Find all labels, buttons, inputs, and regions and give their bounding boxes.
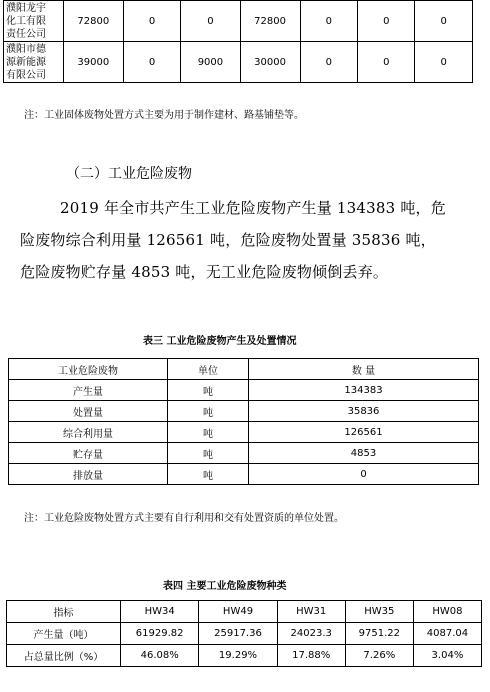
table-cell: 126561 (249, 422, 479, 443)
column-header: HW34 (121, 601, 199, 623)
table-cell: 吨 (168, 401, 249, 422)
table-row (9, 401, 479, 422)
table-cell: 24023.3 (277, 623, 345, 645)
table-cell: 19.29% (199, 645, 277, 667)
column-header: 指标 (7, 601, 121, 623)
table4-caption: 表四 主要工业危险废物种类 (163, 581, 287, 592)
table3-caption: 表三 工业危险废物产生及处置情况 (143, 336, 297, 347)
table-cell: 72800 (63, 1, 123, 42)
table-row (4, 42, 473, 83)
table-cell: 吨 (168, 464, 249, 485)
table-cell: 4853 (249, 443, 479, 464)
column-header: 工业危险废物 (9, 359, 168, 380)
table-cell: 0 (123, 1, 180, 42)
table-cell: 0 (415, 1, 473, 42)
table-row (9, 422, 479, 443)
table-row (4, 1, 473, 42)
column-header: 数 量 (249, 359, 479, 380)
column-header: 单位 (168, 359, 249, 380)
table-cell: 35836 (249, 401, 479, 422)
column-header: HW35 (345, 601, 413, 623)
hazardous-waste-note: 注：工业危险废物处置方式主要有自行利用和交有处置资质的单位处置。 (24, 513, 344, 524)
table-row (9, 380, 479, 401)
paragraph-line: 2019 年全市共产生工业危险废物产生量 134383 吨，危 (60, 199, 446, 217)
table-row (7, 645, 482, 667)
table-cell: 61929.82 (121, 623, 199, 645)
hazardous-waste-summary-table (8, 358, 479, 485)
table-cell: 产生量 (9, 380, 168, 401)
paragraph-line: 危险废物贮存量 4853 吨，无工业危险废物倾倒丢弃。 (20, 263, 389, 281)
table-cell: 25917.36 (199, 623, 277, 645)
section-heading: （二）工业危险废物 (66, 166, 192, 182)
row-label: 占总量比例（%） (7, 645, 121, 667)
table-cell: 吨 (168, 380, 249, 401)
column-header: HW31 (277, 601, 345, 623)
table-cell: 0 (415, 42, 473, 83)
table-cell: 9000 (181, 42, 240, 83)
column-header: HW08 (413, 601, 481, 623)
table-cell: 39000 (63, 42, 123, 83)
table-cell: 贮存量 (9, 443, 168, 464)
enterprise-solid-waste-table (3, 0, 473, 83)
solid-waste-note: 注：工业固体废物处置方式主要为用于制作建材、路基铺垫等。 (24, 110, 304, 121)
table-cell: 0 (300, 1, 357, 42)
table-cell: 46.08% (121, 645, 199, 667)
table-cell: 0 (300, 42, 357, 83)
table-cell: 0 (358, 42, 415, 83)
table-row (9, 464, 479, 485)
table-cell: 排放量 (9, 464, 168, 485)
table-cell: 4087.04 (413, 623, 481, 645)
enterprise-name: 濮阳市德 源新能源 有限公司 (4, 42, 64, 83)
table-cell: 9751.22 (345, 623, 413, 645)
paragraph-line: 险废物综合利用量 126561 吨，危险废物处置量 35836 吨， (20, 231, 436, 249)
table-cell: 17.88% (277, 645, 345, 667)
table-cell: 7.26% (345, 645, 413, 667)
table-cell: 3.04% (413, 645, 481, 667)
enterprise-name: 濮阳龙宇 化工有限 责任公司 (4, 1, 64, 42)
table-cell: 0 (181, 1, 240, 42)
hazardous-waste-types-table (6, 600, 482, 667)
table-cell: 处置量 (9, 401, 168, 422)
table-cell: 吨 (168, 443, 249, 464)
table-cell: 吨 (168, 422, 249, 443)
table-header-row (7, 601, 482, 623)
table-cell: 0 (358, 1, 415, 42)
table-cell: 0 (123, 42, 180, 83)
table-row (7, 623, 482, 645)
table-cell: 综合利用量 (9, 422, 168, 443)
table-cell: 134383 (249, 380, 479, 401)
column-header: HW49 (199, 601, 277, 623)
row-label: 产生量（吨） (7, 623, 121, 645)
table-cell: 30000 (240, 42, 300, 83)
table-cell: 72800 (240, 1, 300, 42)
table-header-row (9, 359, 479, 380)
table-cell: 0 (249, 464, 479, 485)
table-row (9, 443, 479, 464)
